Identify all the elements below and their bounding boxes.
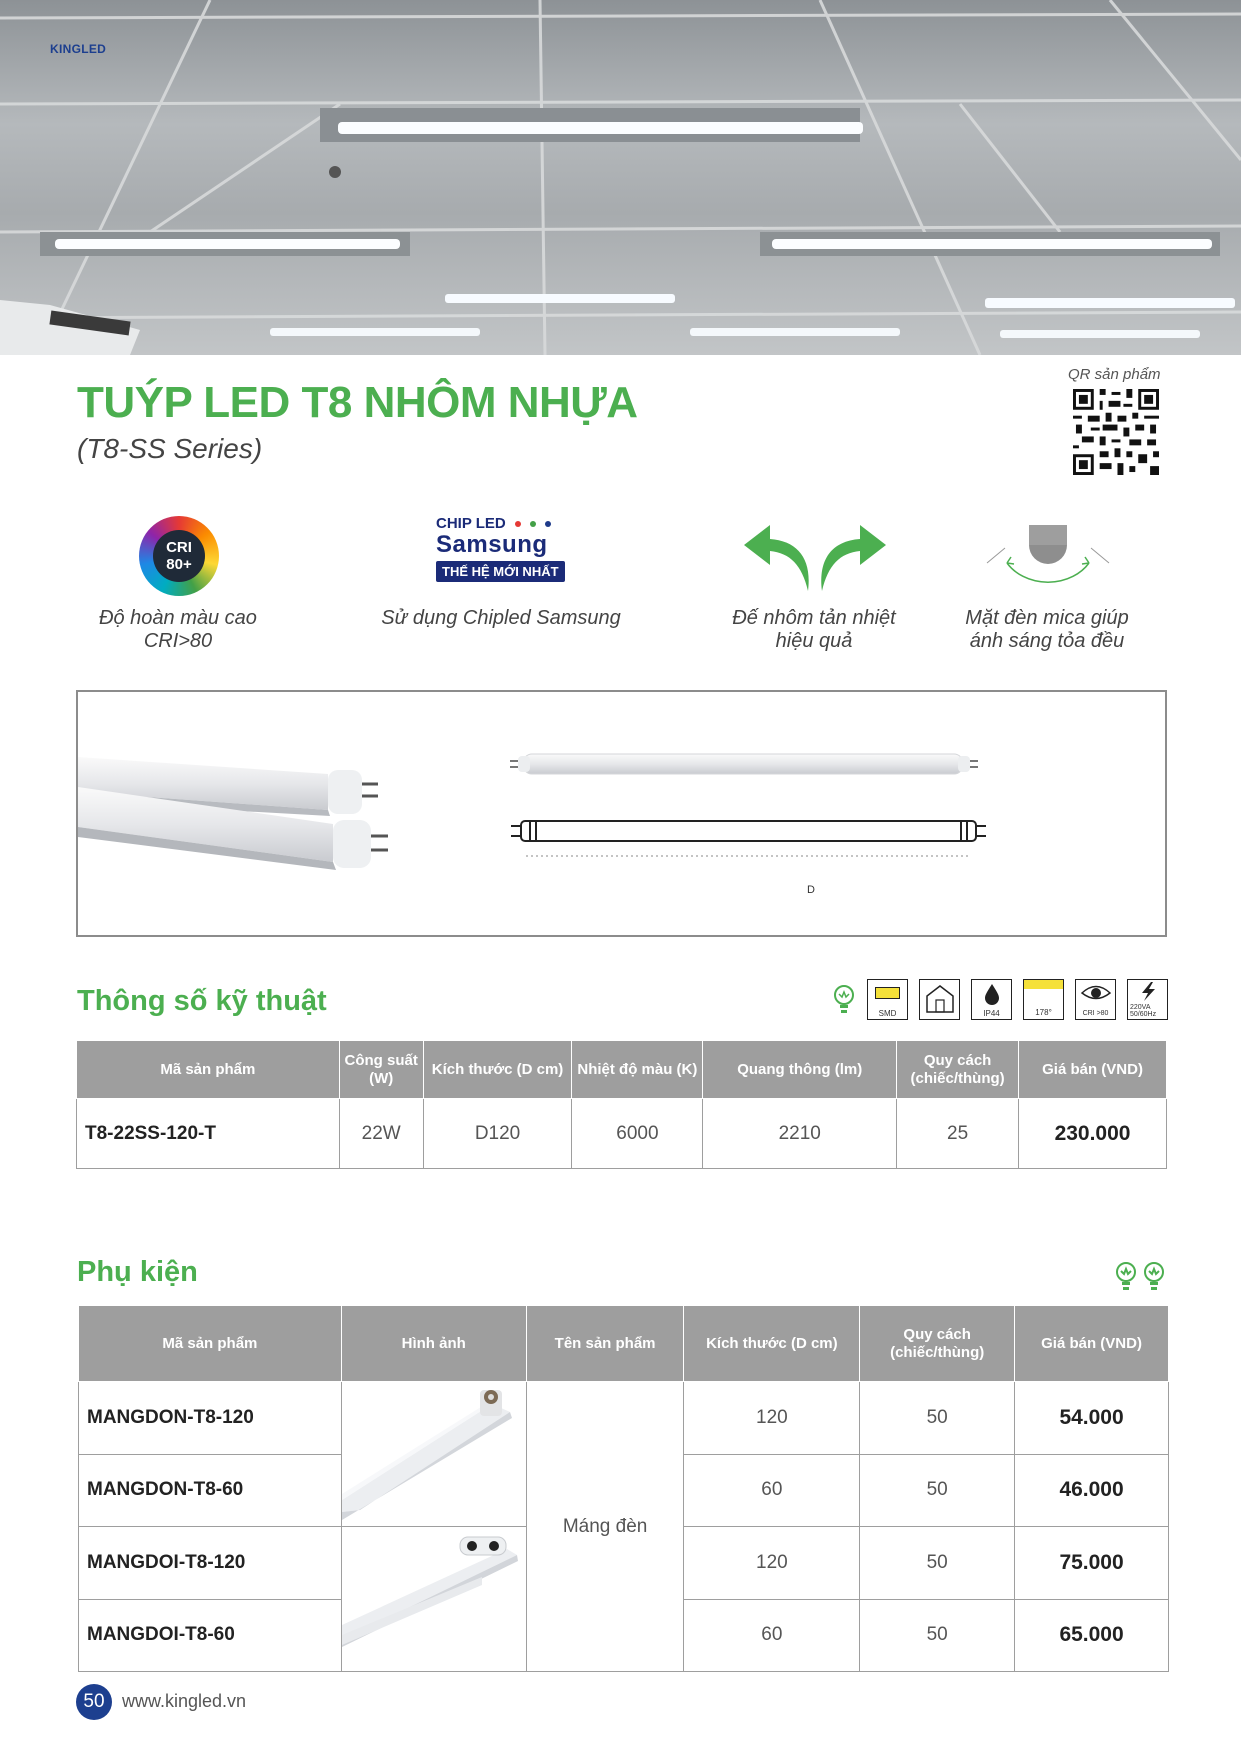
- col-header-code: Mã sản phẩm: [79, 1306, 342, 1382]
- lumen-value: 2210: [703, 1099, 897, 1169]
- feature-heat-text: Đế nhôm tản nhiệt hiệu quả: [732, 607, 896, 652]
- page-subtitle: (T8-SS Series): [77, 433, 263, 464]
- col-header-pack: Quy cách (chiếc/thùng): [860, 1306, 1015, 1382]
- samsung-chip-icon: [436, 515, 566, 582]
- hero-image: [0, 0, 1241, 355]
- chip-brand-text: Samsung: [436, 531, 548, 558]
- page-number: 50: [76, 1684, 112, 1720]
- col-header-lumen: Quang thông (lm): [703, 1041, 897, 1099]
- col-header-price: Giá bán (VND): [1019, 1041, 1167, 1099]
- size-value: 60: [684, 1454, 860, 1527]
- specs-header-row: [77, 1041, 1167, 1099]
- product-code: MANGDON-T8-60: [79, 1454, 342, 1527]
- website-link[interactable]: www.kingled.vn: [122, 1691, 247, 1711]
- col-header-pack: Quy cách (chiếc/thùng): [897, 1041, 1019, 1099]
- price-value: 46.000: [1015, 1454, 1169, 1527]
- table-row: [77, 1099, 1167, 1169]
- chip-top-text: CHIP LED: [436, 515, 506, 532]
- size-value: 60: [684, 1599, 860, 1672]
- smd-icon: SMD: [867, 979, 908, 1020]
- col-header-price: Giá bán (VND): [1015, 1306, 1169, 1382]
- col-header-cct: Nhiệt độ màu (K): [572, 1041, 703, 1099]
- cri-icon: [139, 516, 219, 596]
- logo-text: KINGLED: [50, 42, 107, 56]
- size-value: 120: [684, 1382, 860, 1455]
- tube-side-view: [510, 754, 978, 774]
- accessories-header-row: [79, 1306, 1169, 1382]
- tube-dimension-drawing: [511, 821, 986, 841]
- cri-badge-line1: CRI: [166, 539, 192, 556]
- specs-heading: Thông số kỹ thuật: [77, 985, 327, 1017]
- table-row: [79, 1382, 1169, 1455]
- double-bulb-icon: [1113, 1261, 1169, 1291]
- size-value: D120: [423, 1099, 572, 1169]
- col-header-size: Kích thước (D cm): [423, 1041, 572, 1099]
- power-value: 22W: [339, 1099, 423, 1169]
- pack-value: 50: [860, 1382, 1015, 1455]
- pack-value: 50: [860, 1527, 1015, 1600]
- price-value: 230.000: [1019, 1099, 1167, 1169]
- col-header-size: Kích thước (D cm): [684, 1306, 860, 1382]
- heat-arrows-icon: [740, 525, 890, 595]
- price-value: 65.000: [1015, 1599, 1169, 1672]
- single-fixture-image: [341, 1382, 526, 1527]
- light-spread-icon: [985, 523, 1115, 603]
- pack-value: 50: [860, 1599, 1015, 1672]
- product-code: MANGDOI-T8-60: [79, 1599, 342, 1672]
- cct-value: 6000: [572, 1099, 703, 1169]
- feature-samsung-text: Sử dụng Chipled Samsung: [381, 607, 621, 629]
- bulb-icon: [832, 984, 856, 1016]
- size-value: 120: [684, 1527, 860, 1600]
- accessories-table: [78, 1305, 1169, 1672]
- col-header-power: Công suất (W): [339, 1041, 423, 1099]
- tube-photo: [78, 757, 388, 870]
- product-image-box: [76, 690, 1167, 937]
- qr-code-icon[interactable]: [1073, 389, 1159, 475]
- accessories-heading: Phụ kiện: [77, 1256, 198, 1288]
- specs-table: [76, 1040, 1167, 1169]
- col-header-image: Hình ảnh: [341, 1306, 526, 1382]
- product-code: MANGDON-T8-120: [79, 1382, 342, 1455]
- qr-label: QR sản phẩm: [1068, 366, 1161, 383]
- spec-icons-row: [832, 979, 1168, 1020]
- indoor-icon: [919, 979, 960, 1020]
- pack-value: 50: [860, 1454, 1015, 1527]
- pack-value: 25: [897, 1099, 1019, 1169]
- cri-badge-line2: 80+: [166, 556, 192, 573]
- dimension-label: D: [807, 884, 815, 896]
- feature-mica-text: Mặt đèn mica giúp ánh sáng tỏa đều: [965, 607, 1129, 652]
- chip-badge-text: THẾ HỆ MỚI NHẤT: [436, 561, 565, 582]
- price-value: 75.000: [1015, 1527, 1169, 1600]
- beam-angle-icon: 178°: [1023, 979, 1064, 1020]
- price-value: 54.000: [1015, 1382, 1169, 1455]
- col-header-code: Mã sản phẩm: [77, 1041, 340, 1099]
- page-title: TUÝP LED T8 NHÔM NHỰA: [77, 378, 638, 427]
- product-name: Máng đèn: [526, 1382, 684, 1672]
- voltage-icon: 220VA 50/60Hz: [1127, 979, 1168, 1020]
- col-header-name: Tên sản phẩm: [526, 1306, 684, 1382]
- ip44-icon: IP44: [971, 979, 1012, 1020]
- kingled-logo: [50, 42, 106, 56]
- product-code: MANGDOI-T8-120: [79, 1527, 342, 1600]
- double-fixture-image: [341, 1527, 526, 1672]
- cri-eye-icon: CRI >80: [1075, 979, 1116, 1020]
- product-code: T8-22SS-120-T: [77, 1099, 340, 1169]
- feature-cri-text: Độ hoàn màu cao CRI>80: [99, 607, 257, 652]
